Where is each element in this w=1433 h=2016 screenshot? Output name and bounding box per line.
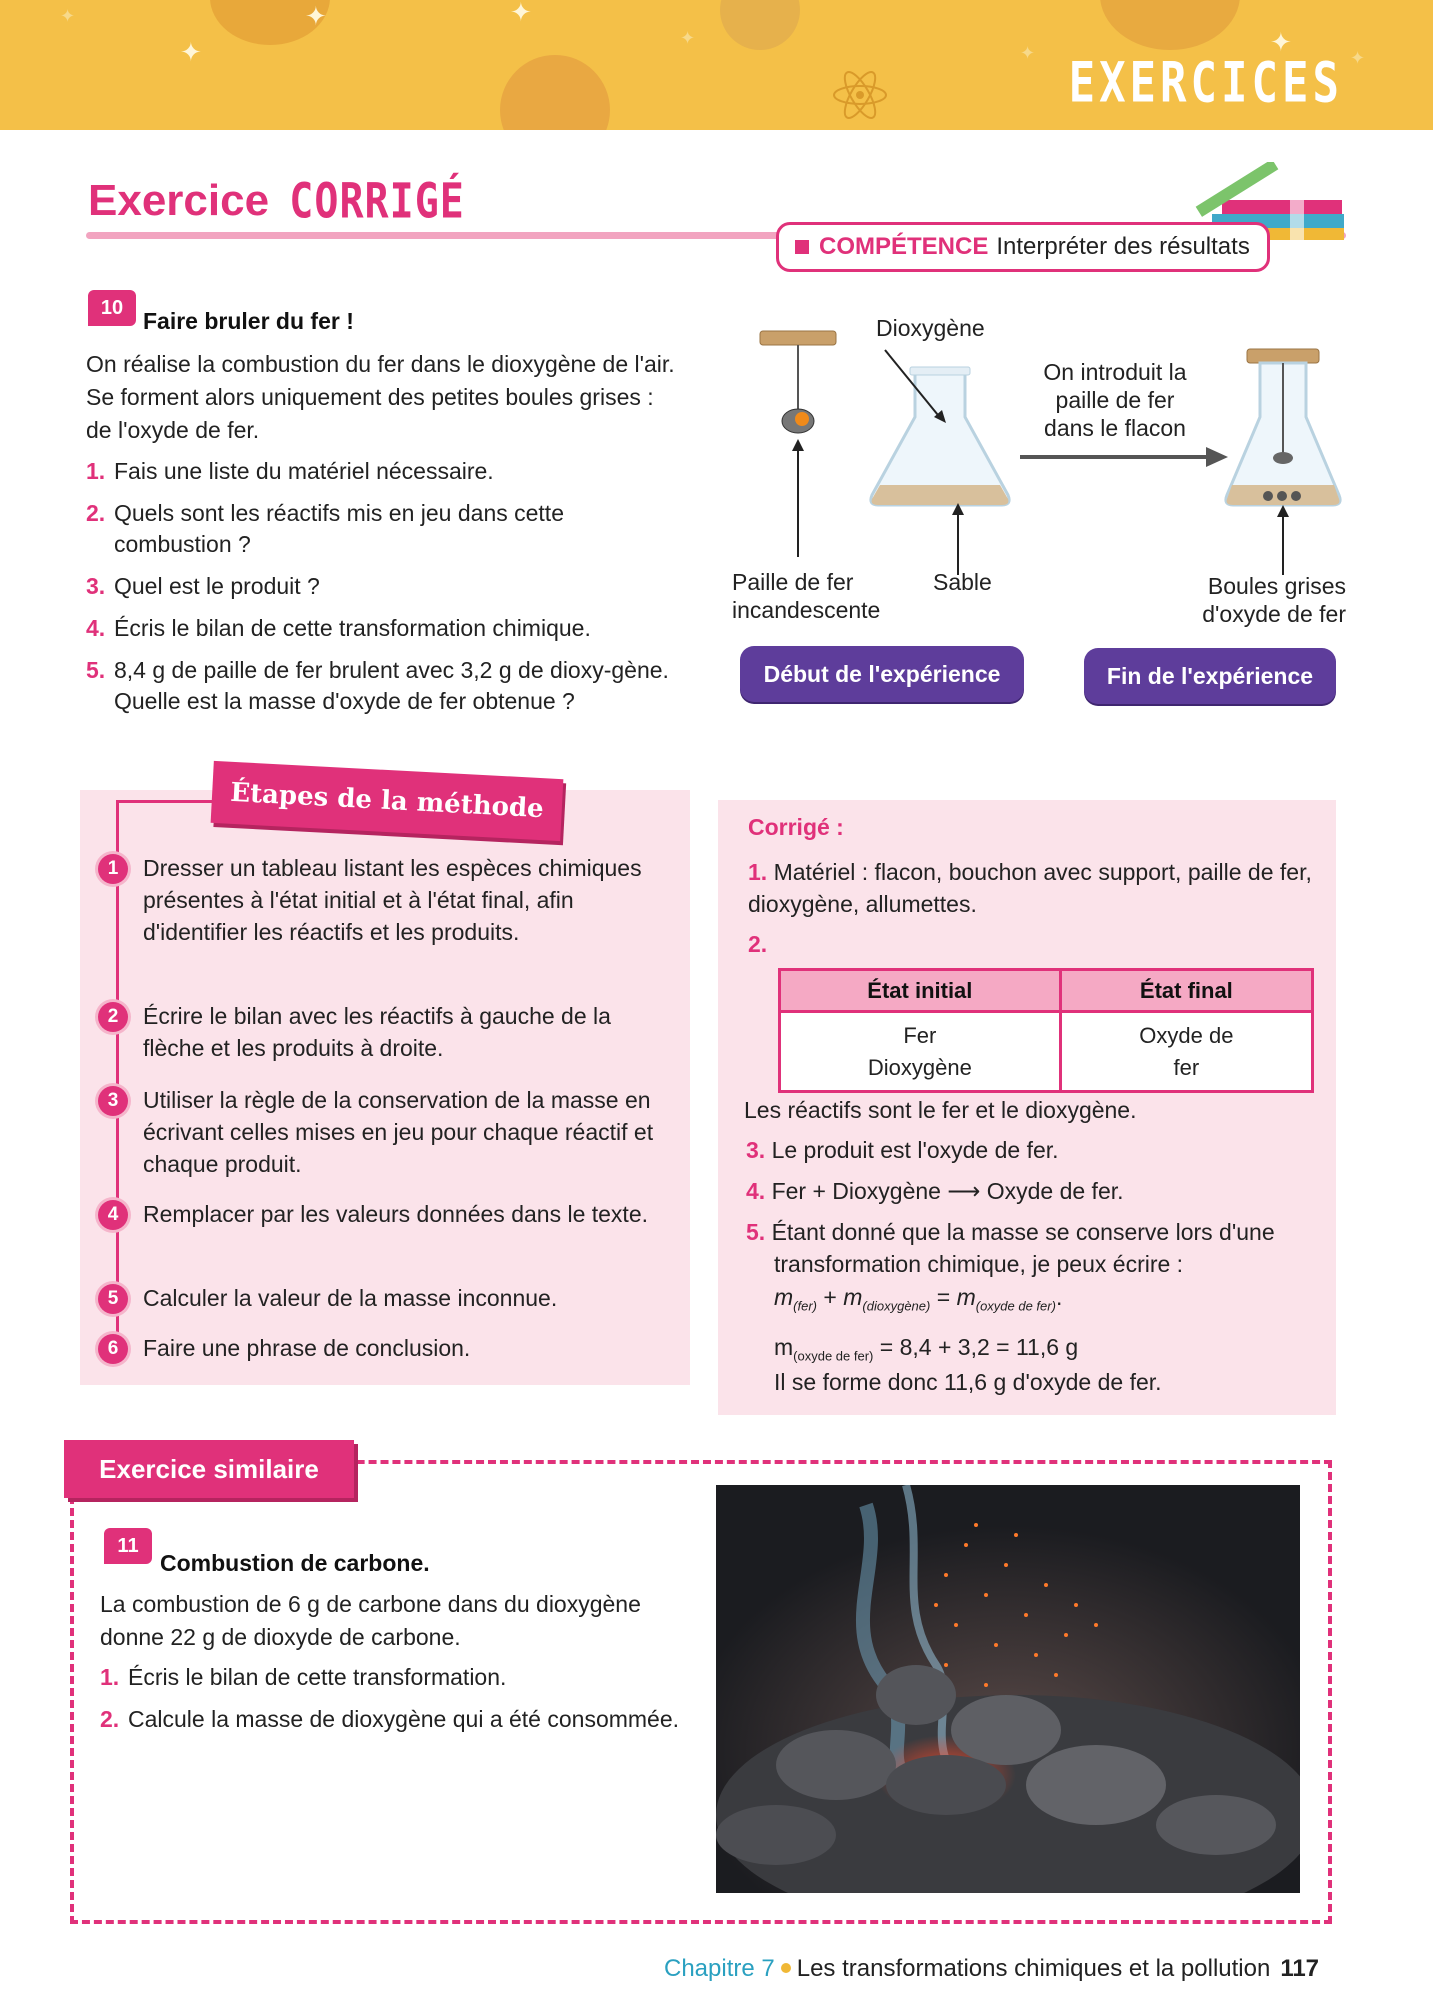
mass-symbol: m bbox=[843, 1284, 863, 1310]
star-icon: ✦ bbox=[1020, 43, 1036, 64]
question-text: Quel est le produit ? bbox=[114, 573, 320, 599]
square-bullet-icon bbox=[795, 240, 809, 254]
table-cell-initial bbox=[780, 1012, 1061, 1092]
step-text: Utiliser la règle de la conservation de la masse en écrivant celles mises en jeu pour chaque réactif et chaque produit. bbox=[143, 1087, 654, 1177]
question-text: Fais une liste du matériel nécessaire. bbox=[114, 458, 494, 484]
star-icon: ✦ bbox=[1350, 48, 1366, 69]
header-banner bbox=[0, 0, 1433, 130]
exercise-number: 11 bbox=[117, 1535, 139, 1557]
competence-label: COMPÉTENCE bbox=[819, 233, 989, 260]
exercise-name: Faire bruler du fer ! bbox=[143, 308, 354, 334]
question-number: 2. bbox=[86, 500, 106, 526]
subscript-oxyde: (oxyde de fer) bbox=[975, 1298, 1056, 1314]
step-number: 4 bbox=[98, 1200, 128, 1230]
conclusion: Il se forme donc 11,6 g d'oxyde de fer. bbox=[774, 1369, 1162, 1395]
label-sable: Sable bbox=[933, 569, 992, 595]
step-text: Écrire le bilan avec les réactifs à gauche de la flèche et les produits à droite. bbox=[143, 1003, 611, 1061]
question-text: Écris le bilan de cette transformation chimique. bbox=[114, 615, 591, 641]
competence-box bbox=[776, 222, 1270, 272]
page-number: 117 bbox=[1280, 1955, 1320, 1982]
exercise-number-badge bbox=[88, 290, 136, 326]
exercise-number: 10 bbox=[100, 297, 124, 319]
answer-text: Étant donné que la masse se conserve lors d'une transformation chimique, je peux écrire : bbox=[771, 1219, 1275, 1277]
question-number: 1. bbox=[86, 458, 106, 484]
question-text: 8,4 g de paille de fer brulent avec 3,2 g de dioxy-gène. Quelle est la masse d'oxyde de fer obtenue ? bbox=[114, 657, 669, 714]
label-dioxygene: Dioxygène bbox=[876, 315, 985, 341]
question-number: 4. bbox=[86, 615, 106, 641]
section-title: EXERCICES bbox=[1068, 51, 1343, 116]
step-number: 5 bbox=[98, 1284, 128, 1314]
answer-text: Matériel : flacon, bouchon avec support, paille de fer, dioxygène, allumettes. bbox=[748, 859, 1312, 917]
species-oxyde-line2: fer bbox=[1173, 1054, 1200, 1080]
question-number: 5. bbox=[86, 657, 106, 683]
answer-1 bbox=[748, 856, 1318, 920]
star-icon: ✦ bbox=[180, 38, 202, 68]
burning-charcoal-photo bbox=[716, 1485, 1300, 1893]
exercise-title-corrige: CORRIGÉ bbox=[289, 174, 465, 230]
step-text: Remplacer par les valeurs données dans le texte. bbox=[143, 1201, 649, 1227]
atom-icon bbox=[830, 70, 890, 120]
method-connector bbox=[116, 800, 212, 803]
exercise-name: Combustion de carbone. bbox=[160, 1550, 430, 1576]
exercise-intro: La combustion de 6 g de carbone dans du dioxygène donne 22 g de dioxyde de carbone. bbox=[100, 1591, 641, 1650]
table-header: État initial bbox=[780, 970, 1061, 1012]
question-number: 3. bbox=[86, 573, 106, 599]
species-table bbox=[778, 968, 1314, 1093]
debut-experience-label: Début de l'expérience bbox=[740, 646, 1024, 702]
question-item bbox=[86, 655, 686, 717]
question-text: Écris le bilan de cette transformation. bbox=[128, 1664, 507, 1690]
answer-number: 4. bbox=[746, 1178, 766, 1204]
question-text: Quels sont les réactifs mis en jeu dans cette combustion ? bbox=[114, 500, 564, 557]
mass-value: = 8,4 + 3,2 = 11,6 g bbox=[879, 1334, 1079, 1360]
planet-decoration bbox=[500, 55, 610, 130]
question-item bbox=[100, 1662, 700, 1693]
exercise-intro: On réalise la combustion du fer dans le dioxygène de l'air. Se forment alors uniquement des petites boules grises : de l'oxyde de fer. bbox=[86, 351, 675, 443]
reactifs-sentence: Les réactifs sont le fer et le dioxygène. bbox=[744, 1097, 1137, 1123]
question-text: Calcule la masse de dioxygène qui a été consommée. bbox=[128, 1706, 680, 1732]
similar-exercise-title: Exercice similaire bbox=[64, 1440, 354, 1498]
label-introduit: On introduit la paille de fer dans le flacon bbox=[1043, 359, 1187, 441]
mass-symbol: m bbox=[774, 1334, 794, 1360]
answer-4 bbox=[746, 1175, 1124, 1207]
question-list bbox=[86, 456, 686, 728]
table-row bbox=[780, 1012, 1313, 1092]
species-fer: Fer bbox=[903, 1022, 937, 1048]
table-header: État final bbox=[1060, 970, 1312, 1012]
table-header-row bbox=[780, 970, 1313, 1012]
page-footer bbox=[664, 1955, 1319, 1983]
step-text: Dresser un tableau listant les espèces chimiques présentes à l'état initial et à l'état final, afin d'identifier les réactifs et les produits. bbox=[143, 855, 642, 945]
question-item bbox=[86, 456, 686, 487]
exercise-title-word: Exercice bbox=[88, 176, 270, 225]
step-text: Faire une phrase de conclusion. bbox=[143, 1335, 471, 1361]
star-icon: ✦ bbox=[60, 6, 76, 27]
chapter-title: Les transformations chimiques et la pollution bbox=[796, 1955, 1271, 1982]
answer-number: 1. bbox=[748, 859, 768, 885]
subscript-fer: (fer) bbox=[793, 1298, 818, 1314]
question-item bbox=[86, 613, 686, 644]
chapter-label: Chapitre 7 bbox=[664, 1955, 775, 1982]
answer-heading: Corrigé : bbox=[748, 814, 844, 840]
question-item bbox=[100, 1704, 700, 1735]
mass-equation: $m_{(fer)} + m_{(dioxygène)} = m_{(oxyde de fer)}$. bbox=[774, 1284, 1063, 1314]
subscript-oxyde: (oxyde de fer) bbox=[793, 1348, 874, 1364]
planet-decoration bbox=[720, 0, 800, 50]
answer-number: 2. bbox=[748, 931, 768, 957]
exercise-title bbox=[88, 174, 465, 230]
competence-text: Interpréter des résultats bbox=[996, 233, 1250, 260]
species-dioxygene: Dioxygène bbox=[867, 1054, 972, 1080]
question-number: 1. bbox=[100, 1664, 120, 1690]
question-item bbox=[86, 498, 686, 560]
question-number: 2. bbox=[100, 1706, 120, 1732]
step-number: 3 bbox=[98, 1086, 128, 1116]
fin-experience-label: Fin de l'expérience bbox=[1084, 648, 1336, 704]
table-cell-final bbox=[1060, 1012, 1312, 1092]
species-oxyde-line1: Oxyde de bbox=[1139, 1022, 1234, 1048]
mass-symbol: m bbox=[774, 1284, 794, 1310]
subscript-dioxygene: (dioxygène) bbox=[862, 1298, 931, 1314]
exercise-number-badge bbox=[104, 1528, 152, 1564]
answer-5 bbox=[746, 1216, 1316, 1280]
step-number: 2 bbox=[98, 1002, 128, 1032]
answer-text: Fer + Dioxygène ⟶ Oxyde de fer. bbox=[771, 1178, 1124, 1204]
answer-number: 5. bbox=[746, 1219, 766, 1245]
label-paille: Paille de fer incandescente bbox=[732, 569, 881, 623]
mass-symbol: m bbox=[956, 1284, 976, 1310]
star-icon: ✦ bbox=[305, 2, 327, 32]
method-title: Étapes de la méthode bbox=[211, 761, 564, 841]
star-icon: ✦ bbox=[680, 28, 696, 49]
step-text: Calculer la valeur de la masse inconnue. bbox=[143, 1285, 558, 1311]
answer-text: Le produit est l'oxyde de fer. bbox=[771, 1137, 1059, 1163]
label-boules: Boules grises d'oxyde de fer bbox=[1202, 573, 1346, 627]
question-item bbox=[86, 571, 686, 602]
step-number: 1 bbox=[98, 854, 128, 884]
star-icon: ✦ bbox=[510, 0, 532, 28]
planet-decoration bbox=[1100, 0, 1240, 50]
mass-calculation bbox=[774, 1334, 1078, 1364]
star-icon: ✦ bbox=[1270, 28, 1292, 58]
question-list bbox=[100, 1662, 700, 1746]
answer-2 bbox=[748, 928, 767, 960]
answer-number: 3. bbox=[746, 1137, 766, 1163]
step-number: 6 bbox=[98, 1334, 128, 1364]
dot-separator-icon bbox=[781, 1963, 791, 1973]
answer-3 bbox=[746, 1134, 1059, 1166]
